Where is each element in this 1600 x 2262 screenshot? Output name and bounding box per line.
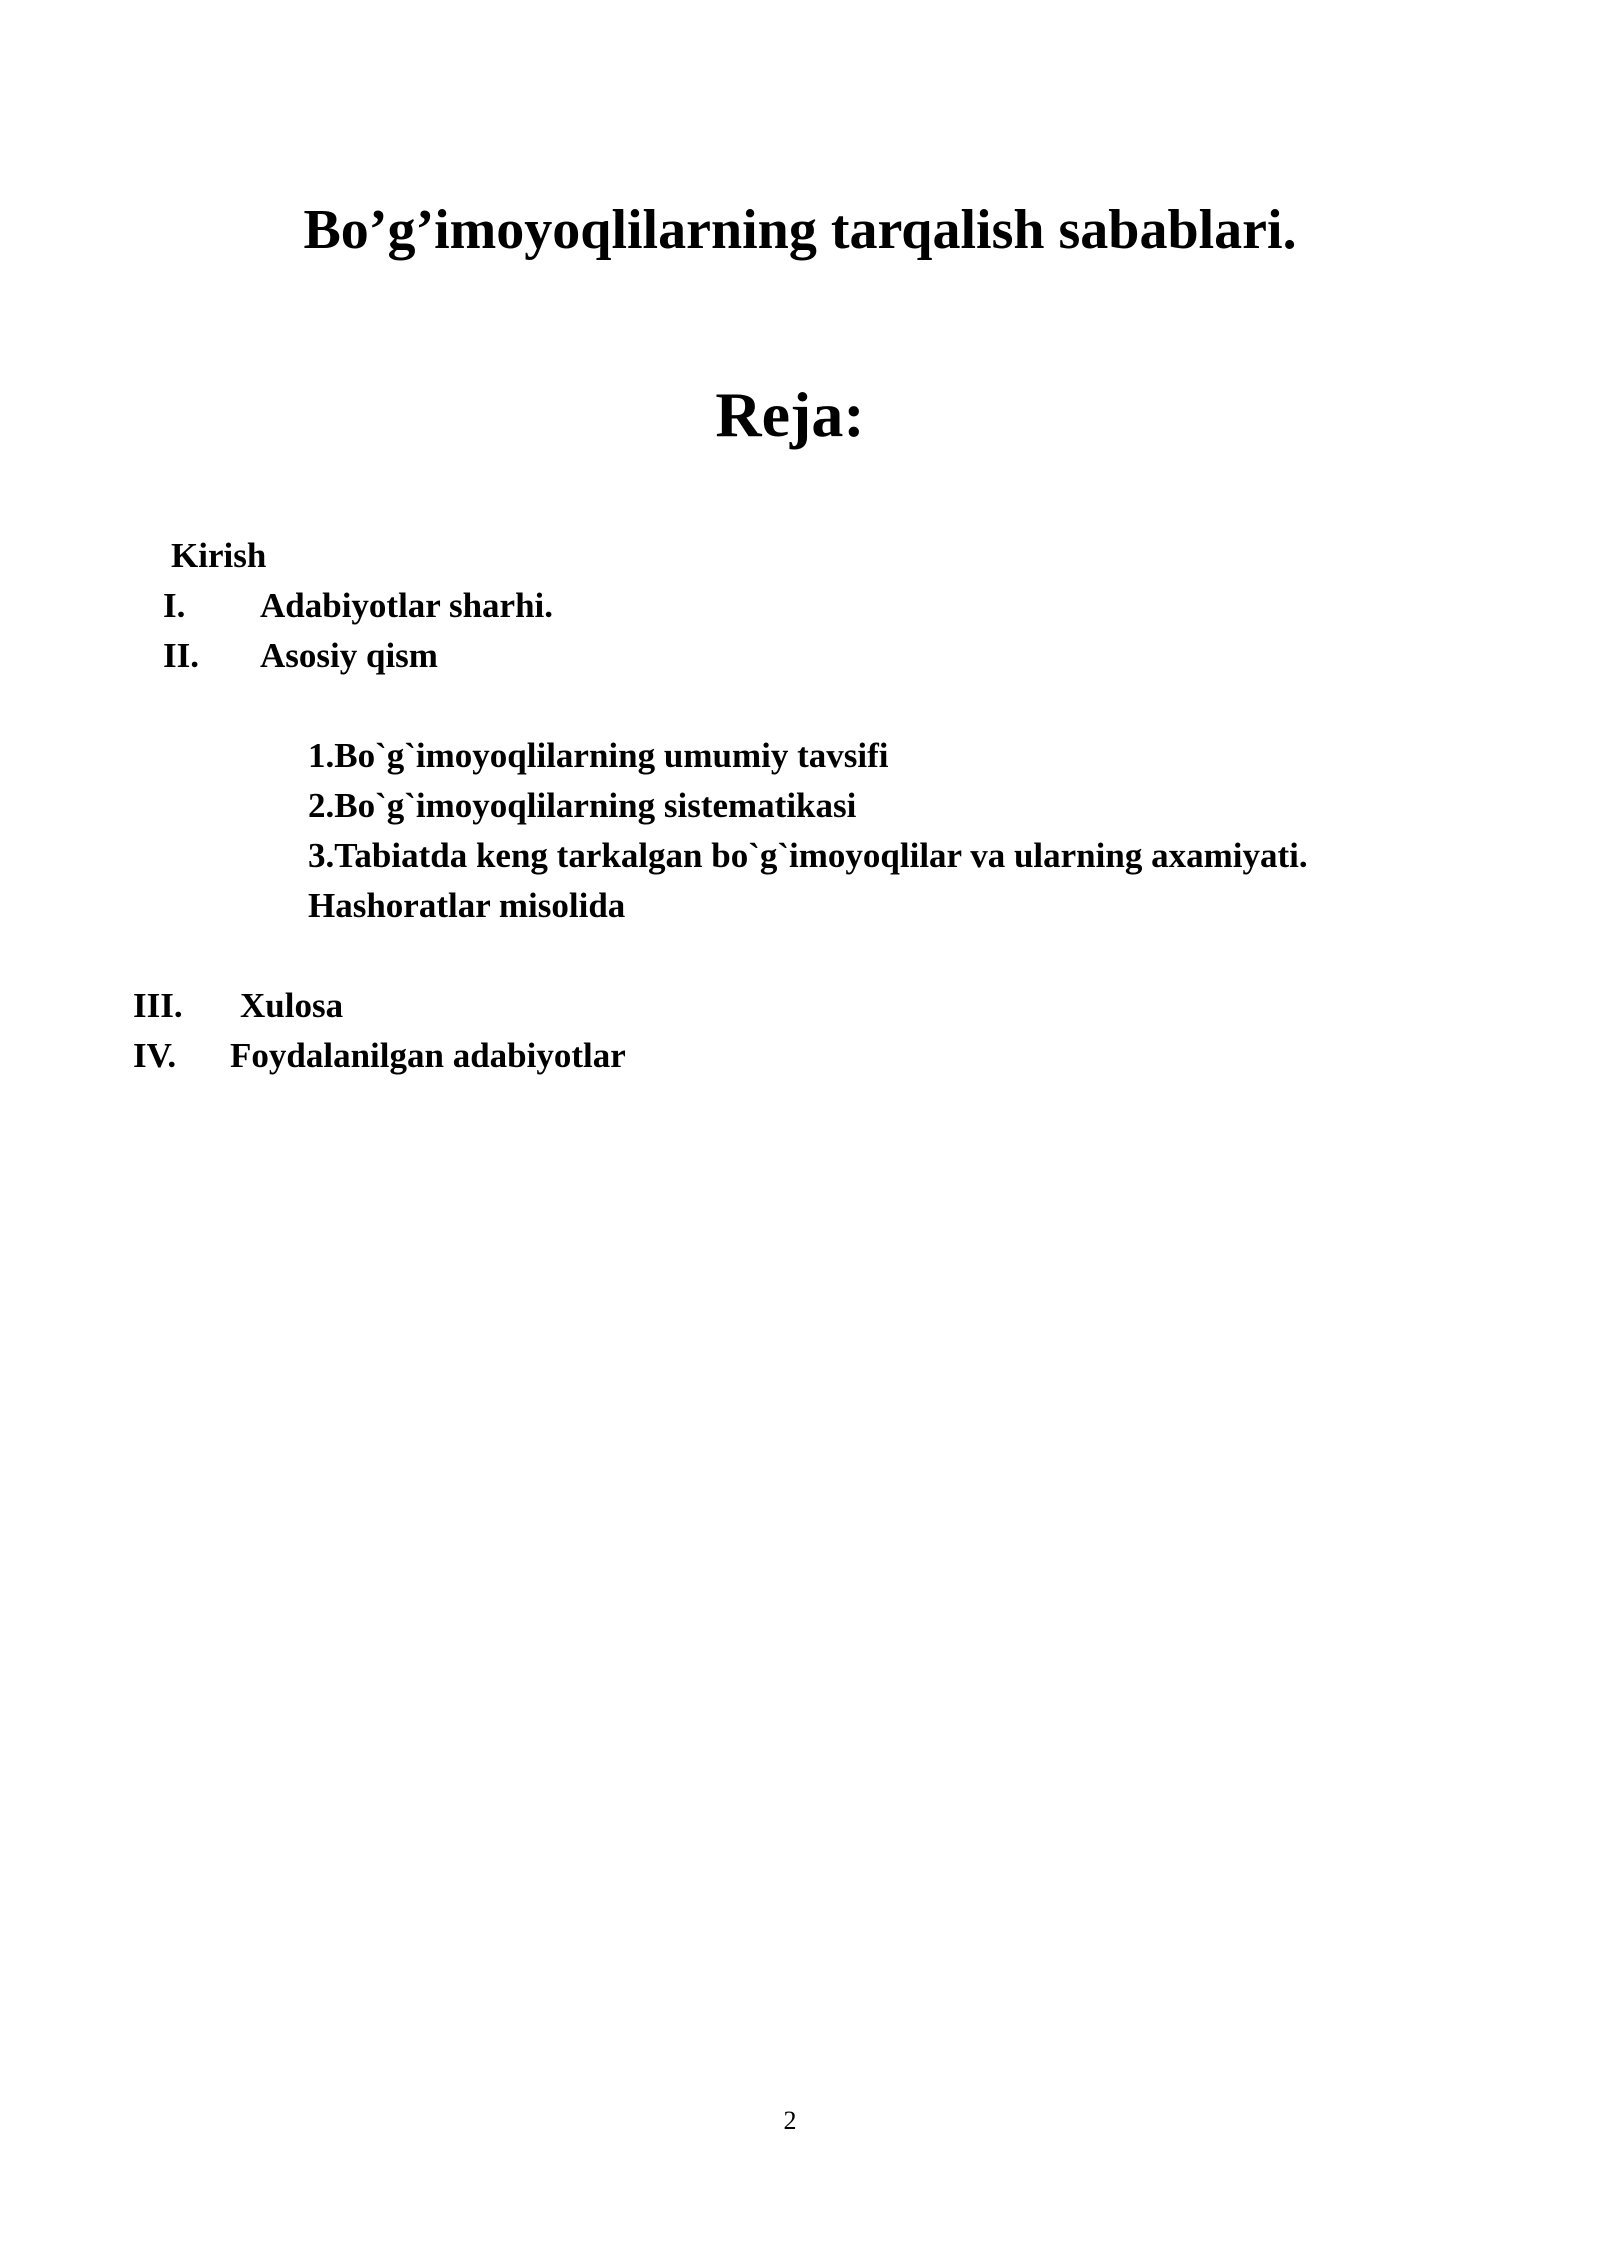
section-label: Foydalanilgan adabiyotlar [230,1036,626,1075]
subsection-item: Hashoratlar misolida [308,886,626,925]
section-label: Xulosa [240,986,344,1025]
subsection-item: 3.Tabiatda keng tarkalgan bo`g`imoyoqlilar va ularning axamiyati. [308,836,1308,875]
section-number: III. [133,986,183,1025]
subsection-item: 2.Bo`g`imoyoqlilarning sistematikasi [308,786,857,825]
section-label: Adabiyotlar sharhi. [260,586,554,625]
section-label: Asosiy qism [260,636,438,675]
document-title: Bo’g’imoyoqlilarning tarqalish sabablari. [303,199,1297,261]
section-number: II. [163,636,199,675]
section-number: IV. [133,1036,177,1075]
plan-heading: Reja: [715,379,865,450]
intro-item: Kirish [171,536,267,575]
subsection-item: 1.Bo`g`imoyoqlilarning umumiy tavsifi [308,736,889,775]
page-number: 2 [783,2106,797,2135]
section-number: I. [163,586,186,625]
